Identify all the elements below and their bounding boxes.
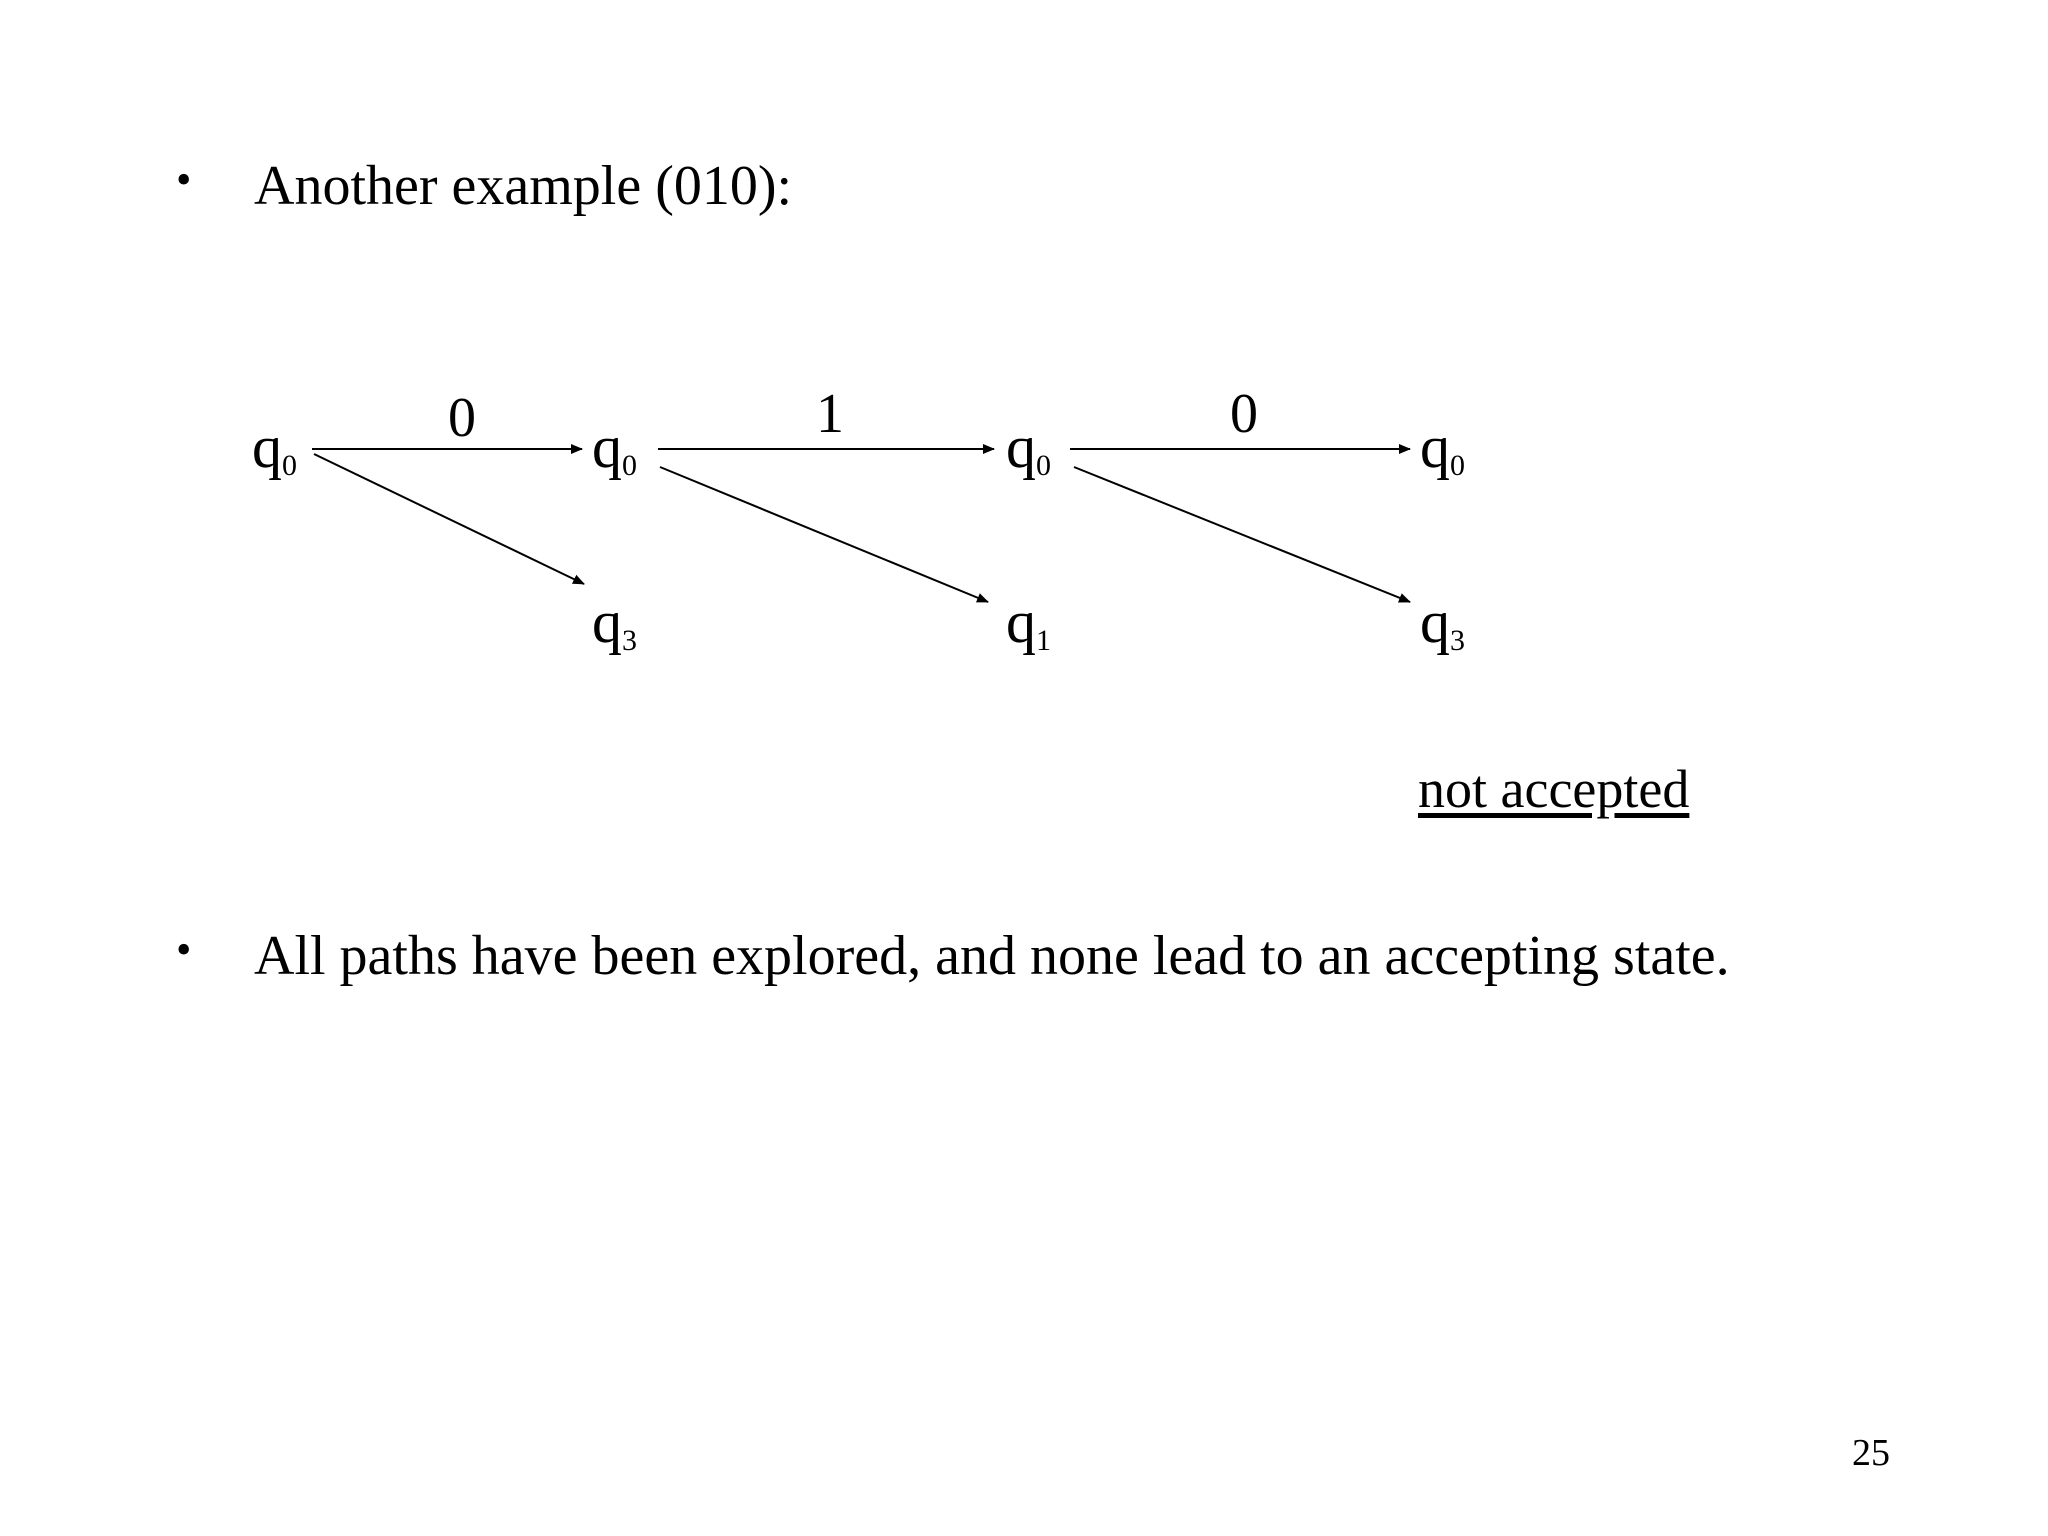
bullet-text: All paths have been explored, and none lead to an accepting state. [254, 925, 1730, 987]
state-node: $q_1$ [1006, 589, 1051, 657]
bullet-symbol: • [176, 925, 192, 974]
edge-label: 0 [448, 387, 476, 449]
edge-label: 1 [816, 383, 844, 445]
state-node: $q_0$ [592, 414, 637, 482]
bullet-symbol: • [176, 155, 192, 204]
bullet-text: Another example (010): [254, 155, 793, 217]
verdict-label: not accepted [1418, 759, 1690, 819]
edge-label: 0 [1230, 383, 1258, 445]
state-node: $q_0$ [1420, 414, 1465, 482]
state-node: $q_0$ [252, 414, 297, 482]
slide-number: 25 [1852, 1432, 1890, 1474]
state-node: $q_0$ [1006, 414, 1051, 482]
state-node: $q_3$ [1420, 589, 1465, 657]
state-node: $q_3$ [592, 589, 637, 657]
transition-arrow [660, 467, 988, 602]
transition-arrow [1074, 467, 1410, 602]
transition-arrow [314, 454, 584, 584]
